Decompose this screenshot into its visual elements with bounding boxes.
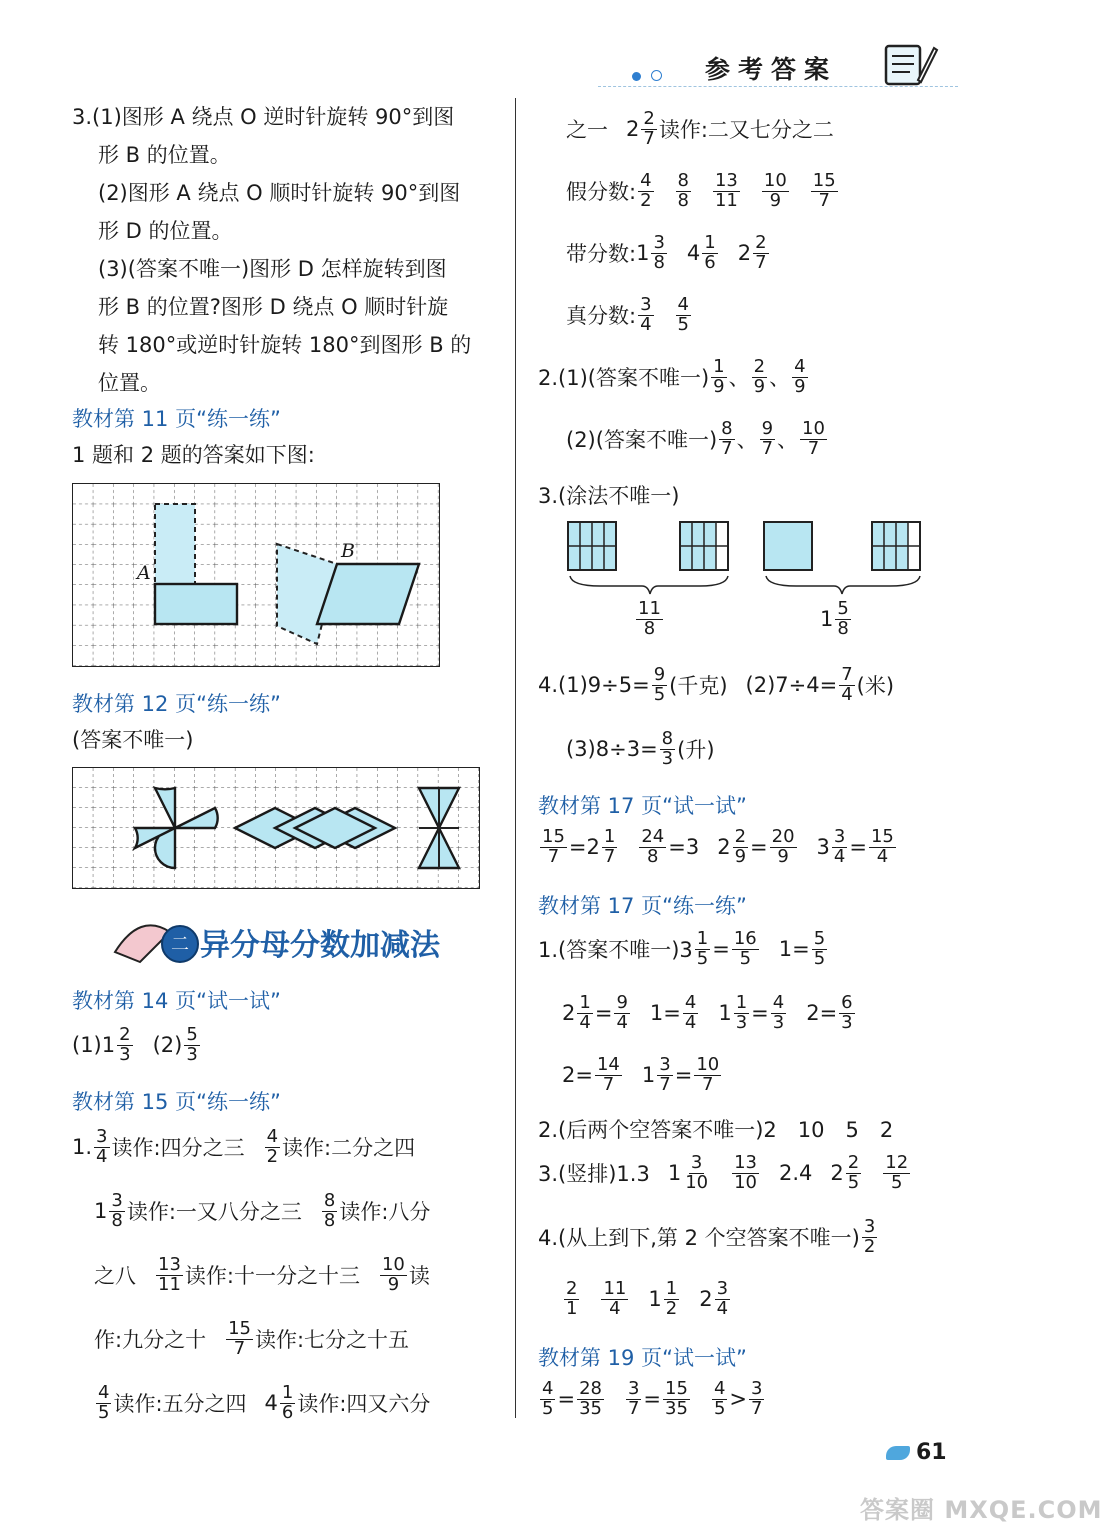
left-column <box>72 96 502 1436</box>
heading-p12: 教材第 12 页“练一练” <box>72 692 281 716</box>
q3-line-7: 转 180°或逆时针旋转 180°到图形 B 的 <box>98 333 472 357</box>
fraction: $\frac{3}{8}$ <box>111 1190 123 1231</box>
reading-text: 读作:一又八分之三 <box>126 1200 302 1225</box>
improper-fractions-row: 假分数: $\frac{4}{2}$ $\frac{8}{8}$ $\frac{13}{11}$ $\frac{10}{9}$ $\frac{15}{7}$ <box>566 170 836 211</box>
e1-row-1: 1.(答案不唯一)3 $\frac{1}{5}$ = $\frac{16}{5}$ 1= $\frac{5}{5}$ <box>538 928 826 969</box>
heading-p14: 教材第 14 页“试一试” <box>72 989 281 1013</box>
leaf-icon <box>886 1446 910 1460</box>
q2-part-1: 2.(1)(答案不唯一) $\frac{1}{9}$ 、 $\frac{2}{9}$ 、 $\frac{4}{9}$ <box>538 356 806 397</box>
unit-text: (升) <box>677 738 715 763</box>
mixed-1-5-8: 1 $\frac{5}{8}$ <box>820 598 849 639</box>
reading-text: 之八 <box>94 1264 136 1289</box>
fraction: $\frac{5}{3}$ <box>186 1024 198 1065</box>
question-text: 1.(答案不唯一)3 <box>538 938 693 963</box>
q4-row-1: 4.(1)9÷5= $\frac{9}{5}$ (千克) (2)7÷4= $\frac{7}{4}$ (米) <box>538 664 895 705</box>
header-title: 参考答案 <box>705 55 838 84</box>
fraction: $\frac{8}{8}$ <box>323 1190 336 1231</box>
p12-text: (答案不唯一) <box>72 728 194 752</box>
e4-row-1: 4.(从上到下,第 2 个空答案不唯一) $\frac{3}{2}$ <box>538 1216 876 1257</box>
page-number: 61 <box>916 1440 947 1465</box>
e2-row: 2.(后两个空答案不唯一)2 10 5 2 <box>538 1118 894 1142</box>
reading-text: 读作:十一分之十三 <box>184 1264 360 1289</box>
question-text: 4.(从上到下,第 2 个空答案不唯一) <box>538 1226 860 1251</box>
p11-text: 1 题和 2 题的答案如下图: <box>72 443 315 467</box>
q3-line-5: (3)(答案不唯一)图形 D 怎样旋转到图 <box>98 257 447 281</box>
fraction: $\frac{2}{7}$ <box>643 108 655 149</box>
figure-label-a: A <box>137 562 151 584</box>
p15-row-5: $\frac{4}{5}$ 读作:五分之四 4 $\frac{1}{6}$ 读作:四又六分 <box>98 1382 431 1423</box>
reading-text: 读作:七分之十五 <box>254 1328 410 1353</box>
question-text: (3)8÷3= <box>566 737 658 762</box>
page-number-badge <box>886 1440 947 1465</box>
p17-try-row: $\frac{15}{7}$ =2 $\frac{1}{7}$ $\frac{24}{8}$ =3 2 $\frac{2}{9}$ = $\frac{20}{9}$ 3 $\frac{3}{4}$ = $\frac{15}{4}$ <box>542 826 894 867</box>
reading-text: 读作:五分之四 <box>113 1392 247 1417</box>
question-text: 2.(1)(答案不唯一) <box>538 366 710 391</box>
p15-row-2: 1 $\frac{3}{8}$ 读作:一又八分之三 $\frac{8}{8}$ 读作:八分 <box>94 1190 431 1231</box>
e3-row: 3.(竖排)1.3 1 $\frac{3}{10}$ $\frac{13}{10}$ 2.4 2 $\frac{2}{5}$ $\frac{12}{5}$ <box>538 1152 909 1193</box>
fraction-11-8: $\frac{11}{8}$ <box>638 598 661 639</box>
heading-p19-try: 教材第 19 页“试一试” <box>538 1346 747 1370</box>
q4-row-2: (3)8÷3= $\frac{8}{3}$ (升) <box>566 728 715 769</box>
unit-text: (千克) <box>669 674 728 699</box>
q3-line-4: 形 D 的位置。 <box>98 219 233 243</box>
heading-p15: 教材第 15 页“练一练” <box>72 1090 281 1114</box>
category-label: 假分数: <box>566 180 637 205</box>
svg-text:二: 二 <box>171 934 189 955</box>
heading-p17-try: 教材第 17 页“试一试” <box>538 794 747 818</box>
header-dots <box>632 62 662 86</box>
p14-item-1: (1)1 <box>72 1033 116 1058</box>
question-text: (2)(答案不唯一) <box>566 428 718 453</box>
q2-part-2: (2)(答案不唯一) $\frac{8}{7}$ 、 $\frac{9}{7}$ 、 $\frac{10}{7}$ <box>566 418 825 459</box>
reading-text: 作:九分之十 <box>94 1328 207 1353</box>
reading-text: 读作:二分之四 <box>282 1136 416 1161</box>
reading-text: 读作:四分之三 <box>111 1136 245 1161</box>
r-row-1: 之一 2 $\frac{2}{7}$ 读作:二又七分之二 <box>566 108 834 149</box>
e4-row-2: $\frac{2}{1}$ $\frac{11}{4}$ 1 $\frac{1}{2}$ 2 $\frac{3}{4}$ <box>566 1278 729 1319</box>
reading-text: 之一 <box>566 118 608 143</box>
unit-title: 异分母分数加减法 <box>200 928 440 963</box>
figure-pattern-grid <box>72 767 480 889</box>
p15-row-3 <box>94 1256 430 1295</box>
value-text: 2.4 <box>779 1161 813 1186</box>
fraction: $\frac{15}{7}$ <box>228 1318 251 1359</box>
figure-rotation-grid <box>72 483 440 667</box>
fraction: $\frac{1}{6}$ <box>281 1382 294 1423</box>
p14-item-2: (2) <box>152 1033 183 1058</box>
q3-text: 3.(涂法不唯一) <box>538 484 680 508</box>
q3-line-6: 形 B 的位置?图形 D 绕点 O 顺时针旋 <box>98 295 449 319</box>
reading-text: 读作:二又七分之二 <box>658 118 834 143</box>
p15-row-4 <box>94 1320 409 1359</box>
question-text: 4.(1)9÷5= <box>538 673 650 698</box>
item-number: 1. <box>72 1135 93 1160</box>
proper-fractions-row: 真分数: $\frac{3}{4}$ $\frac{4}{5}$ <box>566 294 689 335</box>
p15-row-1 <box>72 1128 415 1167</box>
fraction: $\frac{13}{11}$ <box>158 1254 181 1295</box>
q3-line-1: 3.(1)图形 A 绕点 O 逆时针旋转 90°到图 <box>72 105 455 129</box>
fraction: $\frac{10}{9}$ <box>381 1254 405 1295</box>
fraction: $\frac{4}{2}$ <box>266 1126 279 1167</box>
e1-row-2: 2 $\frac{1}{4}$ = $\frac{9}{4}$ 1= $\frac{4}{4}$ 1 $\frac{1}{3}$ = $\frac{4}{3}$ 2= $\frac{6}{3}$ <box>562 992 853 1033</box>
fraction: $\frac{2}{3}$ <box>119 1024 131 1065</box>
fraction: $\frac{3}{4}$ <box>96 1126 108 1167</box>
reading-text: 读作:四又六分 <box>297 1392 431 1417</box>
watermelon-mascot-icon <box>110 912 200 977</box>
category-label: 带分数: <box>566 242 637 267</box>
reading-text: 读作:八分 <box>339 1200 431 1225</box>
heading-p11: 教材第 11 页“练一练” <box>72 407 281 431</box>
p19-row: $\frac{4}{5}$ = $\frac{28}{35}$ $\frac{3}{7}$ = $\frac{15}{35}$ $\frac{4}{5}$ > $\frac{3}{7}$ <box>542 1378 763 1419</box>
q3-line-8: 位置。 <box>98 371 161 395</box>
unit-text: (米) <box>856 674 895 699</box>
category-label: 真分数: <box>566 304 637 329</box>
figure-label-b: B <box>341 540 355 562</box>
heading-p17-practice: 教材第 17 页“练一练” <box>538 894 747 918</box>
fraction: $\frac{4}{5}$ <box>98 1382 110 1423</box>
watermark: 答案圈 MXQE.COM <box>860 1496 1103 1524</box>
mixed-numbers-row: 带分数: 1 $\frac{3}{8}$ 4 $\frac{1}{6}$ 2 $\frac{2}{7}$ <box>566 232 767 273</box>
question-text: (2)7÷4= <box>745 673 838 698</box>
reading-text: 读 <box>408 1264 430 1289</box>
p14-answers <box>72 1026 202 1065</box>
fraction-squares-figure <box>560 518 960 663</box>
column-divider <box>515 98 516 1418</box>
e1-row-3: 2= $\frac{14}{7}$ 1 $\frac{3}{7}$ = $\frac{10}{7}$ <box>562 1054 720 1095</box>
header-rule <box>598 86 958 87</box>
question-text: 3.(竖排)1.3 <box>538 1162 650 1187</box>
q3-line-3: (2)图形 A 绕点 O 顺时针旋转 90°到图 <box>98 181 461 205</box>
q3-line-2: 形 B 的位置。 <box>98 143 231 167</box>
